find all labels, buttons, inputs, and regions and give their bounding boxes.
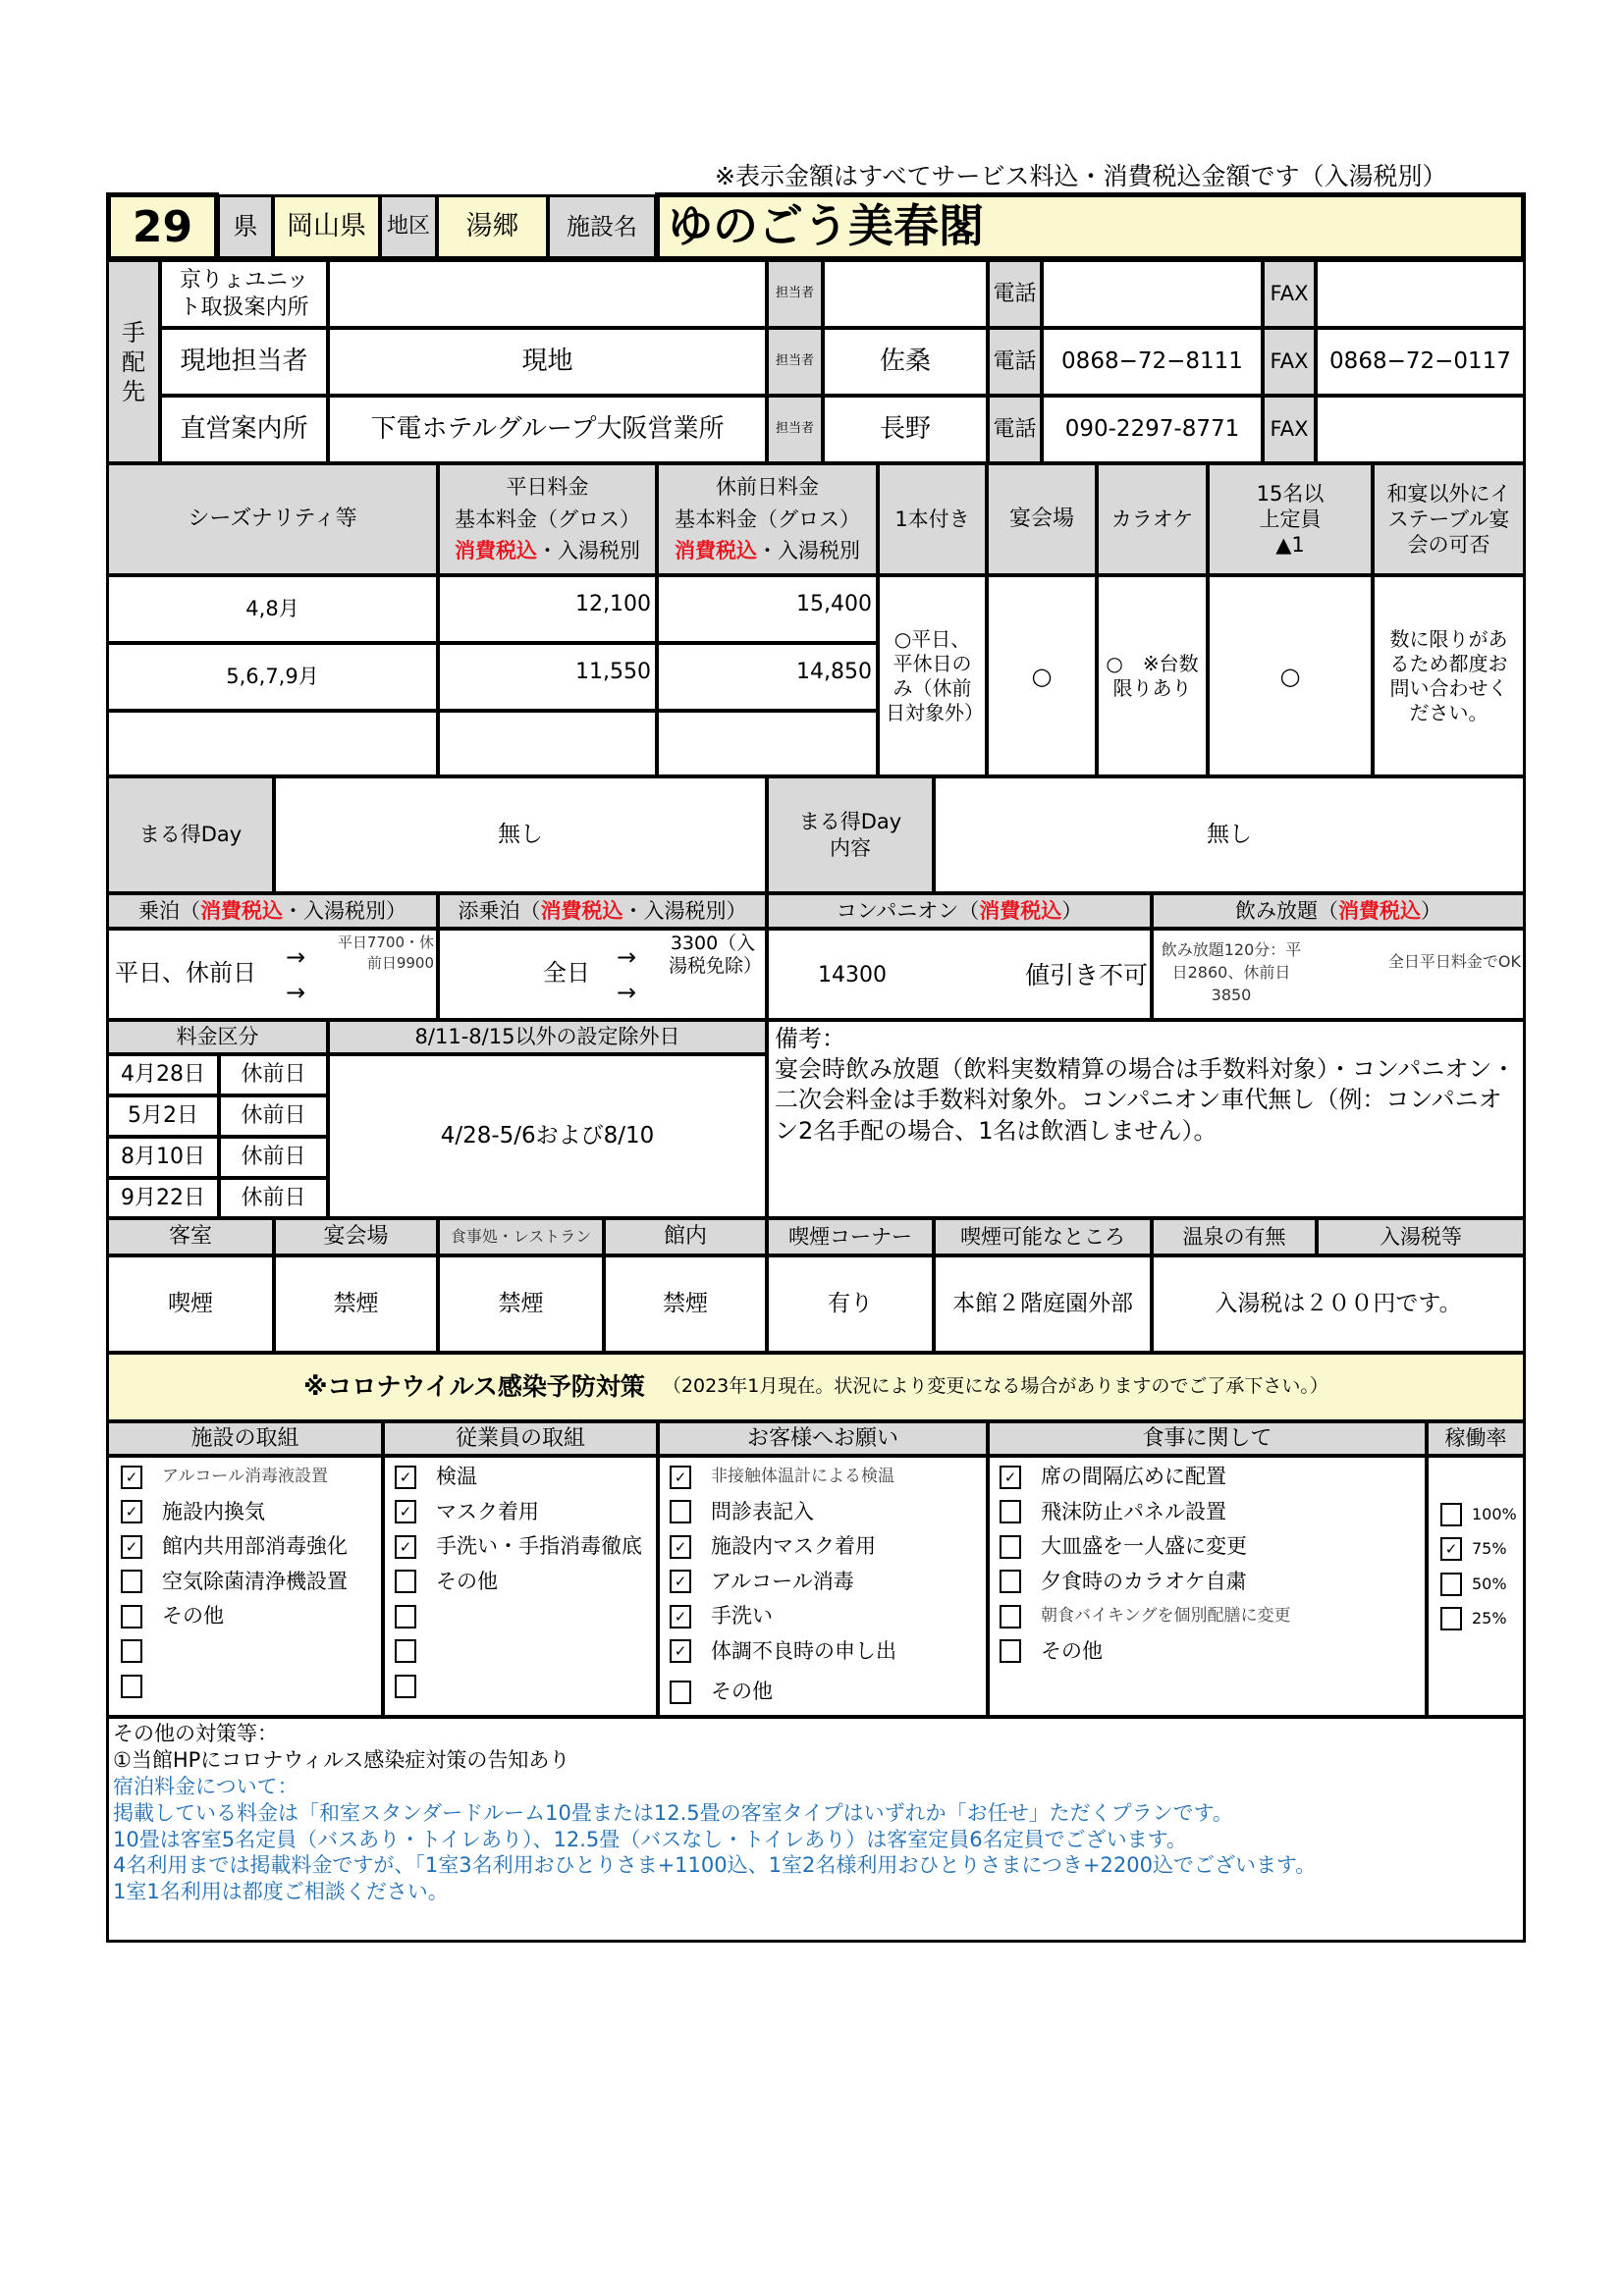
- checklist-item: [1429, 1532, 1523, 1567]
- companion-price: 14300: [818, 963, 887, 988]
- other-measures-label: その他の対策等：: [113, 1722, 278, 1745]
- person-name: 長野: [822, 395, 989, 464]
- checklist-item: [1429, 1497, 1523, 1531]
- season-cell: 4,8月: [106, 574, 439, 644]
- holiday-rate-cell: [656, 710, 879, 777]
- checklist-item: [385, 1565, 656, 1599]
- checklist-item: [385, 1529, 656, 1564]
- marutoku-content-label: まる得Day内容: [766, 775, 935, 894]
- checkbox-empty-icon[interactable]: [1440, 1573, 1462, 1596]
- checklist-item-label: 空気除菌清浄機設置: [162, 1569, 348, 1593]
- checklist-facility: [106, 1455, 384, 1718]
- nomihoudai-cell: [1151, 928, 1526, 1021]
- checklist-item-label: アルコール消毒液設置: [162, 1466, 328, 1486]
- exclusion-header: 8/11-8/15以外の設定除外日: [327, 1019, 768, 1055]
- facility-label: 施設名: [547, 194, 657, 259]
- checkbox-empty-icon[interactable]: [395, 1570, 416, 1593]
- contact-label: 直営案内所: [159, 395, 329, 464]
- fax-label: FAX: [1262, 327, 1317, 397]
- marutoku-content-value: 無し: [933, 775, 1526, 894]
- checklist-item: [1429, 1602, 1523, 1636]
- area-value: 湯郷: [436, 194, 549, 259]
- companion-header: コンパニオン（ 消費税込 ）: [766, 892, 1153, 930]
- soe-days: 全日: [543, 959, 590, 987]
- smoking-value: 禁煙: [603, 1255, 768, 1354]
- checklist-item: [990, 1599, 1425, 1633]
- smoking-header: 温泉の有無: [1151, 1217, 1318, 1256]
- smoking-header: 入湯税等: [1316, 1217, 1526, 1256]
- nomihoudai-detail: 飲み放題120分：平日2860、休前日3850: [1161, 940, 1302, 1005]
- remarks-cell: [766, 1019, 1526, 1219]
- rate-class-date: 9月22日: [106, 1177, 220, 1219]
- checklist-item-label: その他: [711, 1680, 773, 1704]
- checklist-item: [109, 1460, 381, 1494]
- fax-label: FAX: [1262, 395, 1317, 464]
- nomihoudai-note: 全日平日料金でOK: [1387, 952, 1521, 971]
- checklist-item: [660, 1675, 986, 1709]
- holiday-sub: 基本料金（グロス）: [675, 507, 860, 531]
- smoking-header: 宴会場: [273, 1217, 439, 1256]
- checklist-item-label: 検温: [436, 1465, 477, 1489]
- footer-notes: [106, 1716, 1526, 1943]
- smoking-header: 食事処・レストラン: [437, 1217, 605, 1256]
- season-cell: [106, 710, 439, 777]
- checklist-item: [109, 1495, 381, 1529]
- smoking-value: 禁煙: [437, 1255, 605, 1354]
- rate-class-type: 休前日: [218, 1095, 329, 1138]
- rate-note-line: 10畳は客室5名定員（バスあり・トイレあり）、12.5畳（バスなし・トイレあり）は客室定員6名定員でございます。: [113, 1827, 1187, 1851]
- checkbox-empty-icon[interactable]: [395, 1605, 416, 1629]
- checklist-staff: [382, 1455, 659, 1718]
- fax-value: 0868−72−0117: [1315, 327, 1526, 397]
- smoking-header: 喫煙可能なところ: [933, 1217, 1153, 1256]
- rate-class-date: 5月2日: [106, 1095, 220, 1138]
- companion-note: 値引き不可: [1024, 961, 1148, 989]
- checkbox-empty-icon[interactable]: [670, 1500, 691, 1523]
- soejouhaku-cell: [437, 928, 768, 1021]
- checklist-item-label: 施設内マスク着用: [711, 1534, 876, 1559]
- holiday-rate-header: [656, 462, 879, 576]
- checkbox-empty-icon[interactable]: [1000, 1535, 1021, 1559]
- checklist-item: [1429, 1567, 1523, 1601]
- checkbox-empty-icon[interactable]: [1000, 1570, 1021, 1593]
- arrow-icon: →: [617, 979, 637, 1006]
- checklist-item: [385, 1634, 656, 1669]
- banquet-hall-header: 宴会場: [986, 462, 1098, 576]
- holiday-tax: 消費税込・入湯税別: [675, 539, 860, 563]
- fax-label: FAX: [1262, 259, 1317, 329]
- checklist-item-label: 手洗い・手指消毒徹底: [436, 1534, 642, 1559]
- tel-label: 電話: [987, 395, 1043, 464]
- weekday-title: 平日料金: [506, 475, 589, 500]
- checklist-item-label: 施設内換気: [162, 1499, 265, 1523]
- rate-note-line: 掲載している料金は「和室スタンダードルーム10畳または12.5畳の客室タイプはいずれか「お任せ」ただくプランです。: [113, 1800, 1233, 1825]
- smoking-header: 喫煙コーナー: [766, 1217, 935, 1256]
- smoking-header: 客室: [106, 1217, 275, 1256]
- checkbox-checked-icon[interactable]: ✓: [121, 1466, 142, 1489]
- checkbox-empty-icon[interactable]: [1440, 1503, 1462, 1526]
- facility-number: 29: [106, 192, 219, 261]
- tel-value: 0868−72−8111: [1041, 327, 1264, 397]
- checklist-item: [990, 1634, 1425, 1669]
- table-banquet-value: 数に限りがあるため都度お問い合わせください。: [1372, 574, 1526, 777]
- checklist-item: [385, 1599, 656, 1633]
- soe-price: 3300（入湯税免除）: [669, 933, 763, 977]
- checklist-item: [660, 1495, 986, 1529]
- jouhaku-days: 平日、休前日: [115, 959, 256, 987]
- marutoku-label: まる得Day: [106, 775, 275, 894]
- checklist-header: お客様へお願い: [657, 1420, 989, 1457]
- checkbox-empty-icon[interactable]: [121, 1675, 142, 1698]
- checklist-item-label: マスク着用: [436, 1499, 539, 1523]
- rate-class-date: 4月28日: [106, 1053, 220, 1096]
- checklist-item: [660, 1460, 986, 1494]
- corona-banner: [106, 1352, 1526, 1422]
- checklist-item-label: 100%: [1472, 1504, 1517, 1523]
- karaoke-value: ○ ※台数限りあり: [1096, 574, 1209, 777]
- person-name: [822, 259, 989, 329]
- smoking-value: 入湯税は２００円です。: [1151, 1255, 1526, 1354]
- fax-value: [1315, 395, 1526, 464]
- checkbox-checked-icon[interactable]: ✓: [1000, 1466, 1021, 1489]
- rate-class-date: 8月10日: [106, 1136, 220, 1179]
- tel-value: [1041, 259, 1264, 329]
- smoking-value: 禁煙: [273, 1255, 439, 1354]
- checklist-item-label: 朝食バイキングを個別配膳に変更: [1041, 1605, 1291, 1626]
- weekday-sub: 基本料金（グロス）: [455, 507, 640, 531]
- checkbox-checked-icon[interactable]: ✓: [670, 1639, 691, 1663]
- person-label: 担当者: [766, 395, 824, 464]
- jouhaku-price: 平日7700・休前日9900: [337, 934, 434, 972]
- table-banquet-header: 和宴以外にイステーブル宴会の可否: [1372, 462, 1526, 576]
- facility-name: ゆのごう美春閣: [655, 192, 1526, 261]
- banquet-hall-value: ○: [986, 574, 1098, 777]
- checkbox-checked-icon[interactable]: ✓: [395, 1535, 416, 1559]
- companion-cell: [766, 928, 1153, 1021]
- checklist-item-label: 飛沫防止パネル設置: [1041, 1499, 1226, 1523]
- checklist-item: [109, 1565, 381, 1599]
- arrangement-label: 手配先: [106, 259, 161, 464]
- soejouhaku-header: 添乗泊（ 消費税込 ・入湯税別）: [437, 892, 768, 930]
- checklist-item: [385, 1495, 656, 1529]
- remarks-label: 備考：: [775, 1025, 845, 1052]
- checkbox-checked-icon[interactable]: ✓: [121, 1535, 142, 1559]
- checkbox-empty-icon[interactable]: [1000, 1500, 1021, 1523]
- checklist-item-label: 手洗い: [711, 1604, 773, 1629]
- checklist-item-label: 体調不良時の申し出: [711, 1638, 896, 1663]
- checkbox-empty-icon[interactable]: [1440, 1607, 1462, 1630]
- checklist-occupancy: [1426, 1455, 1526, 1718]
- fax-value: [1315, 259, 1526, 329]
- checkbox-checked-icon[interactable]: ✓: [670, 1535, 691, 1559]
- corona-title: ※コロナウイルス感染予防対策: [303, 1372, 645, 1402]
- price-note: ※表示金額はすべてサービス料込・消費税込金額です（入湯税別）: [715, 162, 1447, 190]
- season-header: シーズナリティ等: [106, 462, 439, 576]
- checkbox-checked-icon[interactable]: ✓: [670, 1466, 691, 1489]
- capacity-value: ○: [1207, 574, 1374, 777]
- checklist-header: 食事に関して: [987, 1420, 1428, 1457]
- checkbox-checked-icon[interactable]: ✓: [395, 1466, 416, 1489]
- jouhaku-cell: [106, 928, 439, 1021]
- checklist-item-label: 75%: [1472, 1539, 1507, 1558]
- checkbox-empty-icon[interactable]: [395, 1639, 416, 1663]
- checklist-item: [660, 1529, 986, 1564]
- holiday-rate-cell: 15,400: [656, 574, 879, 644]
- checklist-item-label: 館内共用部消毒強化: [162, 1534, 348, 1559]
- checklist-item: [660, 1565, 986, 1599]
- pref-value: 岡山県: [272, 194, 381, 259]
- smoking-value: 有り: [766, 1255, 935, 1354]
- occupancy-header: 稼働率: [1426, 1420, 1526, 1457]
- checklist-item-label: その他: [1041, 1638, 1103, 1663]
- contact-label: 京りょユニット取扱案内所: [159, 259, 329, 329]
- jouhaku-header: 乗泊（ 消費税込 ・入湯税別）: [106, 892, 439, 930]
- checkbox-empty-icon[interactable]: [1000, 1639, 1021, 1663]
- checkbox-checked-icon[interactable]: ✓: [121, 1500, 142, 1523]
- holiday-rate-cell: 14,850: [656, 642, 879, 712]
- checklist-item: [990, 1529, 1425, 1564]
- checkbox-checked-icon[interactable]: ✓: [395, 1500, 416, 1523]
- checkbox-empty-icon[interactable]: [395, 1675, 416, 1698]
- rate-note-line: 4名利用までは掲載料金ですが、「1室3名利用おひとりさま+1100込、1室2名様利用おひとりさまにつき+2200込でございます。: [113, 1853, 1317, 1878]
- person-name: 佐桑: [822, 327, 989, 397]
- person-label: 担当者: [766, 327, 824, 397]
- bottle-value: ○平日、平休日のみ（休前日対象外）: [877, 574, 988, 777]
- arrow-icon: →: [286, 943, 306, 971]
- checklist-guests: [657, 1455, 989, 1718]
- smoking-value: 喫煙: [106, 1255, 275, 1354]
- checkbox-checked-icon[interactable]: ✓: [1440, 1537, 1462, 1561]
- checkbox-empty-icon[interactable]: [121, 1605, 142, 1629]
- checklist-item-label: 大皿盛を一人盛に変更: [1041, 1534, 1247, 1559]
- weekday-rate-header: [437, 462, 658, 576]
- checklist-item-label: 夕食時のカラオケ自粛: [1041, 1569, 1247, 1593]
- checklist-item: [109, 1599, 381, 1633]
- exclusion-value: 4/28-5/6および8/10: [327, 1053, 768, 1219]
- season-cell: 5,6,7,9月: [106, 642, 439, 712]
- corona-subtitle: （2023年1月現在。状況により変更になる場合がありますのでご了承下さい。）: [662, 1375, 1328, 1398]
- checklist-item: [990, 1460, 1425, 1494]
- other-measures-line: ①当館HPにコロナウィルス感染症対策の告知あり: [113, 1747, 570, 1772]
- checklist-item-label: 非接触体温計による検温: [711, 1466, 894, 1486]
- weekday-rate-cell: [437, 710, 658, 777]
- checklist-item: [660, 1634, 986, 1669]
- checklist-item-label: 問診表記入: [711, 1499, 814, 1523]
- checklist-item-label: 50%: [1472, 1574, 1507, 1593]
- weekday-rate-cell: 12,100: [437, 574, 658, 644]
- checkbox-empty-icon[interactable]: [121, 1639, 142, 1663]
- checklist-item: [385, 1460, 656, 1494]
- rate-class-header: 料金区分: [106, 1019, 329, 1055]
- tel-value: 090-2297-8771: [1041, 395, 1264, 464]
- rate-notes-label: 宿泊料金について：: [113, 1774, 298, 1798]
- checklist-header: 施設の取組: [106, 1420, 384, 1457]
- weekday-tax: 消費税込・入湯税別: [455, 539, 640, 563]
- smoking-header: 館内: [603, 1217, 768, 1256]
- person-label: 担当者: [766, 259, 824, 329]
- capacity-header: 15名以上定員▲1: [1207, 462, 1374, 576]
- contact-value: 下電ホテルグループ大阪営業所: [327, 395, 768, 464]
- area-label: 地区: [379, 194, 438, 259]
- checkbox-checked-icon[interactable]: ✓: [670, 1605, 691, 1629]
- checkbox-checked-icon[interactable]: ✓: [670, 1570, 691, 1593]
- pref-label: 県: [217, 194, 274, 259]
- weekday-rate-cell: 11,550: [437, 642, 658, 712]
- tel-label: 電話: [987, 327, 1043, 397]
- checklist-meals: [987, 1455, 1428, 1718]
- checklist-item-label: その他: [436, 1569, 498, 1593]
- rate-class-type: 休前日: [218, 1136, 329, 1179]
- checklist-item: [109, 1634, 381, 1669]
- marutoku-value: 無し: [273, 775, 768, 894]
- checklist-item-label: 25%: [1472, 1609, 1507, 1628]
- checklist-item-label: 席の間隔広めに配置: [1041, 1465, 1226, 1489]
- contact-value: 現地: [327, 327, 768, 397]
- checklist-item-label: その他: [162, 1604, 224, 1629]
- contact-value: [327, 259, 768, 329]
- arrow-icon: →: [617, 943, 637, 971]
- tel-label: 電話: [987, 259, 1043, 329]
- checklist-item-label: アルコール消毒: [711, 1569, 854, 1593]
- holiday-title: 休前日料金: [716, 475, 819, 500]
- checklist-item: [109, 1529, 381, 1564]
- contact-label: 現地担当者: [159, 327, 329, 397]
- smoking-value: 本館２階庭園外部: [933, 1255, 1153, 1354]
- karaoke-header: カラオケ: [1096, 462, 1209, 576]
- checkbox-empty-icon[interactable]: [121, 1570, 142, 1593]
- rate-class-type: 休前日: [218, 1177, 329, 1219]
- bottle-header: 1本付き: [877, 462, 988, 576]
- rate-note-line: 1室1名利用は都度ご相談ください。: [113, 1880, 449, 1904]
- remarks-text: 宴会時飲み放題（飲料実数精算の場合は手数料対象）・コンパニオン・二次会料金は手数料対象外。コンパニオン車代無し（例：コンパニオン2名手配の場合、1名は飲酒しません）。: [775, 1055, 1516, 1145]
- checkbox-empty-icon[interactable]: [1000, 1605, 1021, 1629]
- rate-class-type: 休前日: [218, 1053, 329, 1096]
- checkbox-empty-icon[interactable]: [670, 1681, 691, 1704]
- checklist-item: [385, 1669, 656, 1703]
- arrow-icon: →: [286, 979, 306, 1006]
- checklist-header: 従業員の取組: [382, 1420, 659, 1457]
- checklist-item: [660, 1599, 986, 1633]
- checklist-item: [990, 1565, 1425, 1599]
- nomihoudai-header: 飲み放題（ 消費税込 ）: [1151, 892, 1526, 930]
- checklist-item: [109, 1669, 381, 1703]
- checklist-item: [990, 1495, 1425, 1529]
